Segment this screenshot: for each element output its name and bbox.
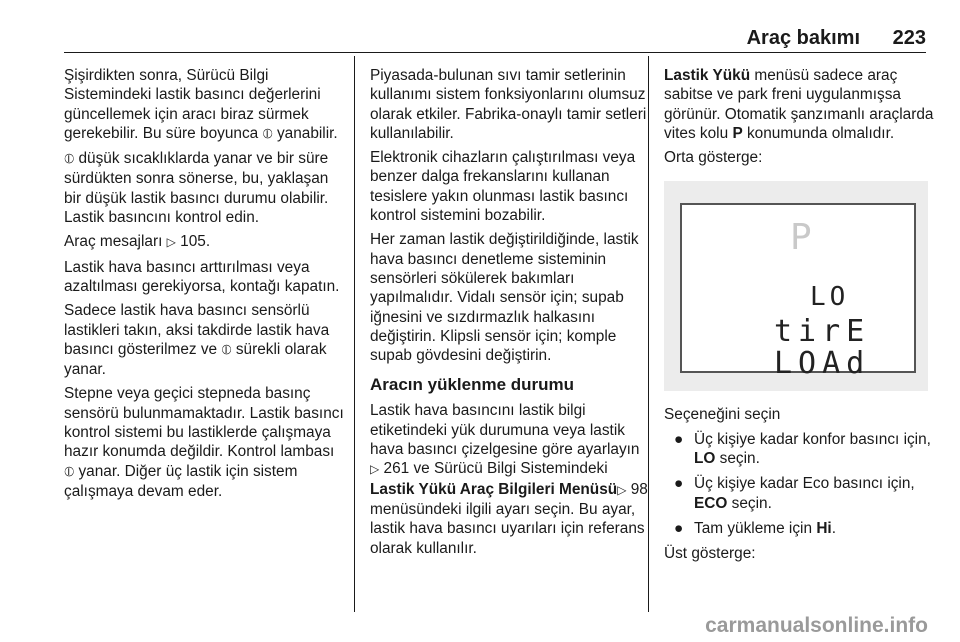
- tire-pressure-icon: ⦶: [64, 463, 75, 480]
- list-item: ● Üç kişiye kadar konfor basıncı için, LO seçin.: [674, 430, 931, 468]
- option-list: [664, 430, 946, 538]
- display-line-3: LOAd: [774, 346, 871, 382]
- display-line-2: tirE: [774, 314, 871, 350]
- page-header: [0, 0, 960, 56]
- display-line-1: LO: [810, 282, 850, 313]
- paragraph: Şişirdikten sonra, Sürücü Bilgi Sistemindeki lastik basıncı değerlerini güncellemek için aracı biraz sürmek gerekebilir. Bu süre boyunca ⦶ yanabilir.: [64, 67, 338, 142]
- paragraph: Piyasada-bulunan sıvı tamir setlerinin kullanımı sistem fonksiyonlarını olumsuz olarak etkiler. Fabrika-onaylı tamir setleri kullanılabilir.: [370, 67, 647, 142]
- watermark: carmanualsonline.info: [705, 614, 928, 637]
- page-number: 223: [892, 27, 926, 49]
- paragraph: Elektronik cihazların çalıştırılması veya benzer dalga frekanslarını kullanan tesislere yakın olunması lastik basıncı kontrol sistemini bozabilir.: [370, 149, 636, 225]
- bullet-icon: ●: [674, 475, 684, 493]
- tire-pressure-icon: ⦶: [64, 151, 75, 168]
- section-title: Araç bakımı: [746, 27, 860, 49]
- center-display-illustration: [664, 181, 928, 391]
- paragraph: Sadece lastik hava basıncı sensörlü lastikleri takın, aksi takdirde lastik hava basıncı gösterilmez ve ⦶ sürekli olarak yanar.: [64, 302, 330, 379]
- paragraph: Lastik hava basıncı arttırılması veya azaltılması gerekiyorsa, kontağı kapatın.: [64, 258, 340, 295]
- page-reference-arrow-icon: ▷: [166, 235, 176, 250]
- segment-display-graphic: [664, 181, 928, 391]
- paragraph: Lastik Yükü menüsü sadece araç sabitse ve park freni uygulanmışsa görünür. Otomatik şanzımanlı araçlarda vites kolu P konumunda olmalıdır.: [664, 67, 934, 142]
- column-1: [64, 66, 346, 506]
- tire-pressure-icon: ⦶: [221, 341, 232, 358]
- section-heading: Aracın yüklenme durumu: [370, 375, 575, 395]
- paragraph: ⦶ düşük sıcaklıklarda yanar ve bir süre sürdükten sonra sönerse, bu, yaklaşan bir düşük lastik basıncı durumu olabilir. Lastik basıncını kontrol edin.: [64, 150, 329, 227]
- bullet-icon: ●: [674, 430, 684, 448]
- bullet-icon: ●: [674, 519, 684, 537]
- paragraph: Araç mesajları ▷ 105.: [64, 233, 211, 251]
- paragraph: Orta gösterge:: [664, 149, 763, 167]
- paragraph: Üst gösterge:: [664, 545, 756, 563]
- column-3: [664, 66, 946, 569]
- paragraph: Lastik hava basıncını lastik bilgi etiketindeki yük durumuna veya lastik hava basıncı çizelgesine göre ayarlayın ▷ 261 ve Sürücü Bilgi Sistemindeki Lastik Yükü Araç Bilgileri Menüsü▷ 98 menüsündeki ilgili ayarı seçin. Bu ayar, lastik hava basıncı uyarıları için referans olarak kullanılır.: [370, 402, 648, 557]
- paragraph: Seçeneğini seçin: [664, 406, 781, 424]
- header-rule: [64, 52, 926, 53]
- column-divider: [354, 56, 355, 612]
- tire-pressure-icon: ⦶: [262, 125, 273, 142]
- paragraph: Stepne veya geçici stepneda basınç sensörü bulunmamaktadır. Lastik basıncı kontrol sistemi bu lastiklerde çalışmaya hazır konumda değildir. Kontrol lambası ⦶ yanar. Diğer üç lastik için sistem çalışmaya devam eder.: [64, 385, 344, 500]
- page-reference-arrow-icon: ▷: [370, 462, 380, 477]
- column-2: [370, 66, 652, 563]
- list-item: ● Üç kişiye kadar Eco basıncı için, ECO seçin.: [674, 475, 915, 512]
- display-gear: P: [790, 217, 812, 259]
- paragraph: Her zaman lastik değiştirildiğinde, lastik hava basıncı denetleme sisteminin sensörleri sökülerek bakımları yapılmalıdır. Vidalı sensör için; supab iğnesini ve sızdırmazlık halkasını değiştirin. Klipsli sensör için; komple supab gövdesini değiştirin.: [370, 231, 639, 365]
- page-reference-arrow-icon: ▷: [617, 482, 627, 497]
- list-item: ● Tam yükleme için Hi.: [674, 519, 836, 537]
